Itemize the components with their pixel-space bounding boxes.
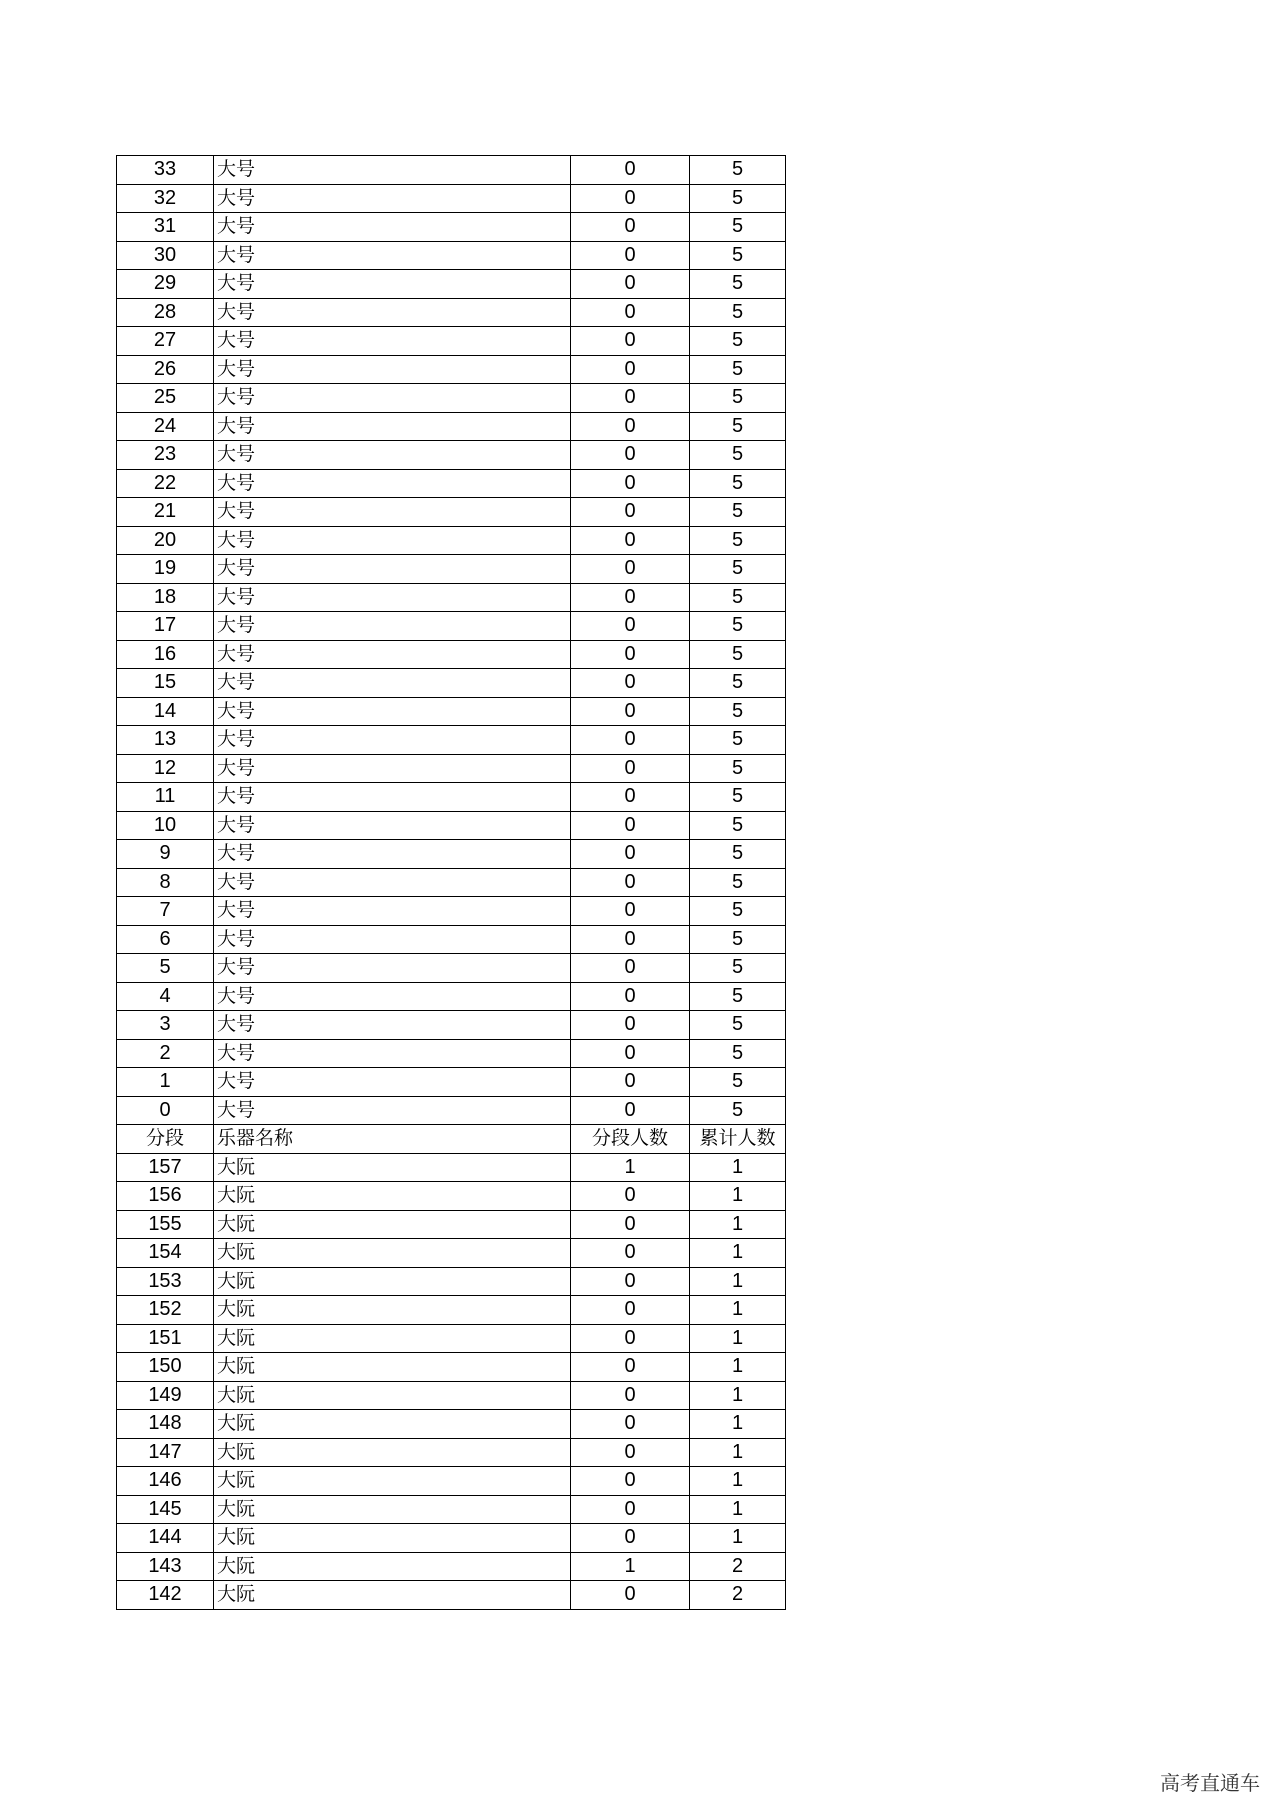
cumulative-count-cell: 1 <box>690 1495 786 1524</box>
instrument-cell: 大阮 <box>214 1381 571 1410</box>
segment-count-cell: 0 <box>571 1296 690 1325</box>
instrument-cell: 大阮 <box>214 1438 571 1467</box>
segment-cell: 16 <box>117 640 214 669</box>
cumulative-count-cell: 2 <box>690 1581 786 1610</box>
segment-count-cell: 0 <box>571 526 690 555</box>
segment-count-cell: 0 <box>571 697 690 726</box>
segment-count-cell: 0 <box>571 184 690 213</box>
segment-cell: 152 <box>117 1296 214 1325</box>
instrument-cell: 大号 <box>214 612 571 641</box>
table-row <box>117 412 786 441</box>
table-row <box>117 1011 786 1040</box>
segment-cell: 31 <box>117 213 214 242</box>
segment-count-cell: 0 <box>571 840 690 869</box>
cumulative-count-cell: 1 <box>690 1410 786 1439</box>
table-row <box>117 1438 786 1467</box>
segment-cell: 9 <box>117 840 214 869</box>
segment-count-cell: 0 <box>571 384 690 413</box>
table-row <box>117 469 786 498</box>
segment-cell: 4 <box>117 982 214 1011</box>
cumulative-count-cell: 5 <box>690 498 786 527</box>
cumulative-count-cell: 1 <box>690 1324 786 1353</box>
cumulative-count-cell: 5 <box>690 213 786 242</box>
table-row <box>117 697 786 726</box>
segment-cell: 5 <box>117 954 214 983</box>
instrument-cell: 大号 <box>214 868 571 897</box>
segment-cell: 157 <box>117 1153 214 1182</box>
table-row <box>117 1153 786 1182</box>
segment-cell: 145 <box>117 1495 214 1524</box>
cumulative-count-cell: 5 <box>690 925 786 954</box>
instrument-cell: 大阮 <box>214 1353 571 1382</box>
cumulative-count-cell: 5 <box>690 270 786 299</box>
cumulative-count-cell: 5 <box>690 555 786 584</box>
table-row <box>117 1581 786 1610</box>
instrument-cell: 大阮 <box>214 1581 571 1610</box>
table-row <box>117 669 786 698</box>
table-row <box>117 270 786 299</box>
instrument-cell: 大号 <box>214 1011 571 1040</box>
instrument-cell: 大号 <box>214 583 571 612</box>
instrument-cell: 大号 <box>214 1068 571 1097</box>
segment-cell: 10 <box>117 811 214 840</box>
segment-cell: 24 <box>117 412 214 441</box>
segment-cell: 142 <box>117 1581 214 1610</box>
table-row <box>117 840 786 869</box>
table-row <box>117 640 786 669</box>
table-header-row <box>117 1125 786 1154</box>
instrument-cell: 大号 <box>214 412 571 441</box>
cumulative-count-cell: 5 <box>690 982 786 1011</box>
segment-count-cell: 0 <box>571 868 690 897</box>
instrument-cell: 大号 <box>214 327 571 356</box>
table-row <box>117 241 786 270</box>
segment-cell: 1 <box>117 1068 214 1097</box>
cumulative-count-cell: 5 <box>690 583 786 612</box>
instrument-cell: 大号 <box>214 156 571 185</box>
table-row <box>117 1524 786 1553</box>
table-row <box>117 1210 786 1239</box>
cumulative-count-cell: 5 <box>690 612 786 641</box>
instrument-cell: 大号 <box>214 1096 571 1125</box>
segment-count-cell: 0 <box>571 355 690 384</box>
segment-cell: 8 <box>117 868 214 897</box>
cumulative-count-cell: 5 <box>690 469 786 498</box>
instrument-cell: 大号 <box>214 355 571 384</box>
table-row <box>117 583 786 612</box>
cumulative-count-cell: 5 <box>690 441 786 470</box>
cumulative-count-cell: 1 <box>690 1381 786 1410</box>
table-row <box>117 1182 786 1211</box>
segment-cell: 147 <box>117 1438 214 1467</box>
instrument-cell: 大号 <box>214 441 571 470</box>
segment-cell: 22 <box>117 469 214 498</box>
segment-count-cell: 0 <box>571 954 690 983</box>
table-row <box>117 1353 786 1382</box>
segment-count-cell: 0 <box>571 640 690 669</box>
cumulative-count-cell: 5 <box>690 298 786 327</box>
segment-count-cell: 0 <box>571 241 690 270</box>
cumulative-count-cell: 1 <box>690 1267 786 1296</box>
segment-cell: 7 <box>117 897 214 926</box>
instrument-cell: 大号 <box>214 241 571 270</box>
segment-count-cell: 0 <box>571 669 690 698</box>
segment-count-cell: 0 <box>571 1581 690 1610</box>
cumulative-count-cell: 5 <box>690 384 786 413</box>
cumulative-count-cell: 5 <box>690 897 786 926</box>
segment-count-cell: 1 <box>571 1153 690 1182</box>
instrument-cell: 大号 <box>214 213 571 242</box>
table-row <box>117 1410 786 1439</box>
segment-cell: 20 <box>117 526 214 555</box>
table-row <box>117 1267 786 1296</box>
instrument-cell: 大号 <box>214 526 571 555</box>
instrument-cell: 大阮 <box>214 1524 571 1553</box>
cumulative-count-cell: 1 <box>690 1239 786 1268</box>
table-row <box>117 526 786 555</box>
instrument-cell: 大号 <box>214 469 571 498</box>
segment-count-cell: 0 <box>571 811 690 840</box>
instrument-cell: 大阮 <box>214 1267 571 1296</box>
table-row <box>117 1039 786 1068</box>
table-row <box>117 498 786 527</box>
table-row <box>117 868 786 897</box>
table-row <box>117 1096 786 1125</box>
segment-cell: 19 <box>117 555 214 584</box>
cumulative-count-cell: 5 <box>690 241 786 270</box>
segment-cell: 149 <box>117 1381 214 1410</box>
segment-cell: 6 <box>117 925 214 954</box>
segment-cell: 33 <box>117 156 214 185</box>
segment-count-cell: 0 <box>571 1068 690 1097</box>
segment-cell: 151 <box>117 1324 214 1353</box>
instrument-cell: 大阮 <box>214 1182 571 1211</box>
segment-cell: 23 <box>117 441 214 470</box>
table-row <box>117 1324 786 1353</box>
instrument-cell: 大号 <box>214 640 571 669</box>
instrument-cell: 大阮 <box>214 1552 571 1581</box>
instrument-cell: 乐器名称 <box>214 1125 571 1154</box>
instrument-cell: 大号 <box>214 811 571 840</box>
table-row <box>117 612 786 641</box>
instrument-cell: 大号 <box>214 982 571 1011</box>
segment-count-cell: 0 <box>571 1381 690 1410</box>
cumulative-count-cell: 1 <box>690 1296 786 1325</box>
segment-count-cell: 0 <box>571 612 690 641</box>
table-row <box>117 925 786 954</box>
instrument-cell: 大阮 <box>214 1239 571 1268</box>
cumulative-count-cell: 1 <box>690 1353 786 1382</box>
instrument-cell: 大号 <box>214 669 571 698</box>
cumulative-count-cell: 1 <box>690 1182 786 1211</box>
segment-cell: 2 <box>117 1039 214 1068</box>
cumulative-count-cell: 5 <box>690 184 786 213</box>
segment-cell: 32 <box>117 184 214 213</box>
segment-count-cell: 0 <box>571 783 690 812</box>
cumulative-count-cell: 5 <box>690 1096 786 1125</box>
segment-cell: 28 <box>117 298 214 327</box>
table-row <box>117 384 786 413</box>
segment-count-cell: 0 <box>571 555 690 584</box>
segment-count-cell: 分段人数 <box>571 1125 690 1154</box>
segment-count-cell: 0 <box>571 583 690 612</box>
table-row <box>117 811 786 840</box>
cumulative-count-cell: 1 <box>690 1524 786 1553</box>
segment-cell: 12 <box>117 754 214 783</box>
segment-count-cell: 0 <box>571 1495 690 1524</box>
segment-cell: 155 <box>117 1210 214 1239</box>
segment-cell: 17 <box>117 612 214 641</box>
table-row <box>117 754 786 783</box>
cumulative-count-cell: 5 <box>690 640 786 669</box>
segment-cell: 143 <box>117 1552 214 1581</box>
table-row <box>117 982 786 1011</box>
cumulative-count-cell: 5 <box>690 669 786 698</box>
instrument-cell: 大号 <box>214 384 571 413</box>
instrument-cell: 大号 <box>214 184 571 213</box>
segment-count-cell: 0 <box>571 1039 690 1068</box>
segment-count-cell: 0 <box>571 726 690 755</box>
cumulative-count-cell: 5 <box>690 156 786 185</box>
table-body <box>117 156 786 1610</box>
cumulative-count-cell: 2 <box>690 1552 786 1581</box>
segment-cell: 18 <box>117 583 214 612</box>
segment-count-cell: 0 <box>571 754 690 783</box>
cumulative-count-cell: 5 <box>690 1068 786 1097</box>
segment-cell: 156 <box>117 1182 214 1211</box>
instrument-cell: 大号 <box>214 754 571 783</box>
segment-count-cell: 0 <box>571 327 690 356</box>
table-row <box>117 184 786 213</box>
segment-count-cell: 0 <box>571 982 690 1011</box>
instrument-cell: 大号 <box>214 897 571 926</box>
segment-cell: 27 <box>117 327 214 356</box>
instrument-cell: 大号 <box>214 954 571 983</box>
segment-cell: 21 <box>117 498 214 527</box>
table-row <box>117 1239 786 1268</box>
segment-cell: 26 <box>117 355 214 384</box>
segment-count-cell: 0 <box>571 1524 690 1553</box>
cumulative-count-cell: 5 <box>690 327 786 356</box>
segment-cell: 13 <box>117 726 214 755</box>
segment-cell: 15 <box>117 669 214 698</box>
segment-cell: 29 <box>117 270 214 299</box>
instrument-cell: 大阮 <box>214 1296 571 1325</box>
segment-cell: 154 <box>117 1239 214 1268</box>
table-row <box>117 555 786 584</box>
table-row <box>117 298 786 327</box>
cumulative-count-cell: 5 <box>690 726 786 755</box>
segment-count-cell: 0 <box>571 1011 690 1040</box>
cumulative-count-cell: 5 <box>690 868 786 897</box>
table-row <box>117 1552 786 1581</box>
instrument-cell: 大号 <box>214 555 571 584</box>
segment-count-cell: 0 <box>571 1267 690 1296</box>
table-row <box>117 954 786 983</box>
segment-count-cell: 0 <box>571 925 690 954</box>
cumulative-count-cell: 1 <box>690 1153 786 1182</box>
instrument-cell: 大号 <box>214 498 571 527</box>
instrument-cell: 大号 <box>214 783 571 812</box>
segment-cell: 148 <box>117 1410 214 1439</box>
cumulative-count-cell: 5 <box>690 355 786 384</box>
table-row <box>117 213 786 242</box>
table-row <box>117 783 786 812</box>
table-row <box>117 327 786 356</box>
cumulative-count-cell: 5 <box>690 412 786 441</box>
segment-count-cell: 0 <box>571 1438 690 1467</box>
instrument-cell: 大号 <box>214 1039 571 1068</box>
segment-count-cell: 0 <box>571 1239 690 1268</box>
instrument-cell: 大号 <box>214 697 571 726</box>
segment-count-cell: 0 <box>571 897 690 926</box>
instrument-cell: 大阮 <box>214 1467 571 1496</box>
table-row <box>117 1467 786 1496</box>
cumulative-count-cell: 5 <box>690 783 786 812</box>
table-row <box>117 1068 786 1097</box>
segment-cell: 150 <box>117 1353 214 1382</box>
table-row <box>117 897 786 926</box>
instrument-cell: 大号 <box>214 270 571 299</box>
segment-count-cell: 0 <box>571 441 690 470</box>
segment-cell: 144 <box>117 1524 214 1553</box>
segment-count-cell: 0 <box>571 1353 690 1382</box>
instrument-cell: 大阮 <box>214 1210 571 1239</box>
segment-count-cell: 0 <box>571 1410 690 1439</box>
instrument-cell: 大阮 <box>214 1495 571 1524</box>
segment-count-cell: 0 <box>571 1467 690 1496</box>
instrument-cell: 大阮 <box>214 1153 571 1182</box>
cumulative-count-cell: 5 <box>690 697 786 726</box>
cumulative-count-cell: 5 <box>690 954 786 983</box>
segment-count-cell: 0 <box>571 1324 690 1353</box>
table-row <box>117 1495 786 1524</box>
segment-cell: 分段 <box>117 1125 214 1154</box>
segment-cell: 14 <box>117 697 214 726</box>
cumulative-count-cell: 1 <box>690 1438 786 1467</box>
instrument-cell: 大阮 <box>214 1410 571 1439</box>
table-row <box>117 441 786 470</box>
segment-count-cell: 0 <box>571 412 690 441</box>
table-row <box>117 1296 786 1325</box>
cumulative-count-cell: 5 <box>690 526 786 555</box>
segment-count-cell: 0 <box>571 213 690 242</box>
instrument-cell: 大号 <box>214 726 571 755</box>
segment-count-cell: 0 <box>571 498 690 527</box>
segment-count-cell: 0 <box>571 1182 690 1211</box>
segment-cell: 11 <box>117 783 214 812</box>
segment-cell: 30 <box>117 241 214 270</box>
segment-count-cell: 0 <box>571 270 690 299</box>
segment-cell: 153 <box>117 1267 214 1296</box>
segment-cell: 25 <box>117 384 214 413</box>
cumulative-count-cell: 5 <box>690 840 786 869</box>
table-row <box>117 355 786 384</box>
cumulative-count-cell: 累计人数 <box>690 1125 786 1154</box>
table-row <box>117 726 786 755</box>
instrument-cell: 大号 <box>214 925 571 954</box>
watermark: 高考直通车 <box>1160 1771 1260 1795</box>
cumulative-count-cell: 1 <box>690 1210 786 1239</box>
segment-count-cell: 0 <box>571 1096 690 1125</box>
segment-cell: 0 <box>117 1096 214 1125</box>
segment-count-cell: 0 <box>571 1210 690 1239</box>
table-row <box>117 156 786 185</box>
cumulative-count-cell: 5 <box>690 1039 786 1068</box>
instrument-cell: 大号 <box>214 298 571 327</box>
segment-count-cell: 0 <box>571 469 690 498</box>
cumulative-count-cell: 5 <box>690 1011 786 1040</box>
score-distribution-table <box>116 155 786 1610</box>
segment-count-cell: 0 <box>571 298 690 327</box>
instrument-cell: 大阮 <box>214 1324 571 1353</box>
table-row <box>117 1381 786 1410</box>
segment-count-cell: 1 <box>571 1552 690 1581</box>
segment-cell: 3 <box>117 1011 214 1040</box>
segment-count-cell: 0 <box>571 156 690 185</box>
cumulative-count-cell: 1 <box>690 1467 786 1496</box>
segment-cell: 146 <box>117 1467 214 1496</box>
cumulative-count-cell: 5 <box>690 811 786 840</box>
instrument-cell: 大号 <box>214 840 571 869</box>
cumulative-count-cell: 5 <box>690 754 786 783</box>
